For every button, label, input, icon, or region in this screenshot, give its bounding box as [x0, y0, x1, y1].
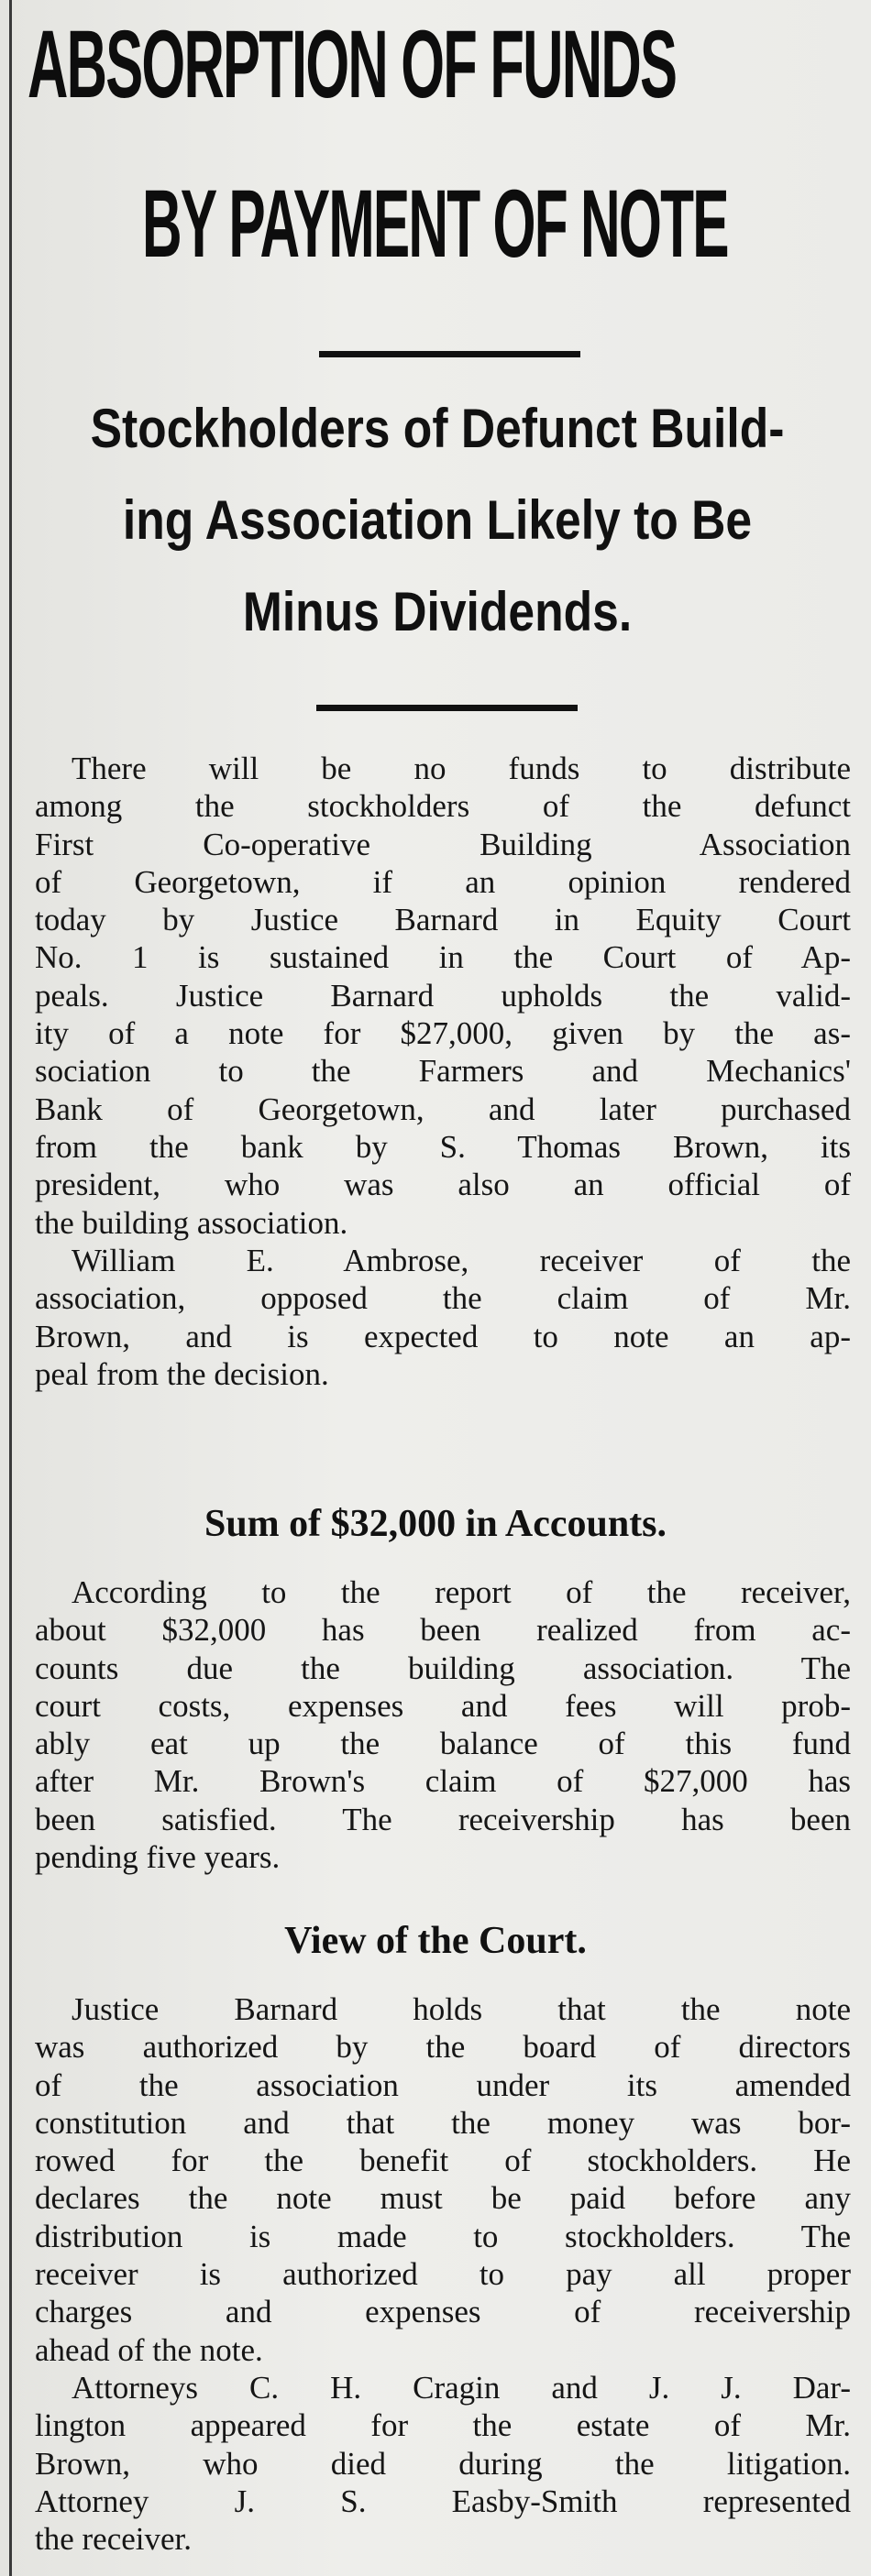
headline-line-1: ABSORPTION OF FUNDS: [28, 11, 677, 118]
paragraph-4: [35, 1990, 851, 2369]
text-line: William E. Ambrose, receiver of the: [72, 1243, 851, 1278]
text-line: constitution and that the money was bor-: [35, 2104, 851, 2141]
text-line: charges and expenses of receivership: [35, 2294, 851, 2330]
text-line: Attorney J. S. Easby-Smith represented: [35, 2483, 851, 2519]
text-line: ably eat up the balance of this fund: [35, 1726, 851, 1762]
paragraph-1: [35, 750, 851, 1242]
text-line: among the stockholders of the defunct: [35, 788, 851, 825]
text-line: Brown, and is expected to note an ap-: [35, 1318, 851, 1354]
text-line: counts due the building association. The: [35, 1650, 851, 1686]
paragraph-2: [35, 1242, 851, 1393]
subheadline-divider: [316, 705, 578, 711]
text-line: after Mr. Brown's claim of $27,000 has: [35, 1763, 851, 1800]
text-line: rowed for the benefit of stockholders. He: [35, 2143, 851, 2179]
text-line: the receiver.: [35, 2521, 193, 2558]
text-line: court costs, expenses and fees will prob-: [35, 1687, 851, 1724]
subheadline-line-2: ing Association Likely to Be: [122, 489, 753, 551]
text-line: Brown, who died during the litigation.: [35, 2445, 851, 2482]
subheadline-line-3: Minus Dividends.: [242, 581, 633, 642]
text-line: lington appeared for the estate of Mr.: [35, 2407, 851, 2444]
text-line: today by Justice Barnard in Equity Court: [35, 902, 851, 938]
text-line: was authorized by the board of directors: [35, 2029, 851, 2066]
paragraph-3: [35, 1573, 851, 1876]
text-line: Attorneys C. H. Cragin and J. J. Dar-: [72, 2370, 851, 2406]
text-line: According to the report of the receiver,: [72, 1574, 851, 1610]
text-line: association, opposed the claim of Mr.: [35, 1280, 851, 1317]
text-line: sociation to the Farmers and Mechanics': [35, 1053, 851, 1090]
paragraph-5: [35, 2369, 851, 2558]
text-line: of Georgetown, if an opinion rendered: [35, 863, 851, 900]
section-heading-court: View of the Court.: [284, 1920, 587, 1962]
text-line: First Co-operative Building Association: [35, 826, 851, 862]
text-line: ity of a note for $27,000, given by the as-: [35, 1015, 851, 1052]
headline-divider: [319, 351, 580, 357]
text-line: the building association.: [35, 1204, 348, 1241]
text-line: been satisfied. The receivership has been: [35, 1801, 851, 1837]
text-line: peals. Justice Barnard upholds the valid-: [35, 977, 851, 1014]
text-line: There will be no funds to distribute: [72, 751, 851, 786]
text-line: distribution is made to stockholders. The: [35, 2218, 851, 2254]
text-line: president, who was also an official of: [35, 1167, 851, 1203]
subheadline: [20, 383, 854, 658]
text-line: Bank of Georgetown, and later purchased: [35, 1091, 851, 1127]
text-line: Justice Barnard holds that the note: [72, 1991, 851, 2027]
subheadline-line-1: Stockholders of Defunct Build-: [90, 398, 785, 459]
section-heading-accounts: Sum of $32,000 in Accounts.: [204, 1503, 667, 1545]
text-line: declares the note must be paid before any: [35, 2180, 851, 2217]
column-rule: [9, 0, 12, 2576]
text-line: about $32,000 has been realized from ac-: [35, 1612, 851, 1649]
text-line: ahead of the note.: [35, 2331, 263, 2368]
headline-line-2: BY PAYMENT OF NOTE: [142, 170, 728, 278]
text-line: of the association under its amended: [35, 2066, 851, 2103]
text-line: receiver is authorized to pay all proper: [35, 2256, 851, 2293]
text-line: from the bank by S. Thomas Brown, its: [35, 1128, 851, 1165]
text-line: No. 1 is sustained in the Court of Ap-: [35, 939, 851, 976]
text-line: pending five years.: [35, 1839, 281, 1876]
text-line: peal from the decision.: [35, 1355, 329, 1392]
